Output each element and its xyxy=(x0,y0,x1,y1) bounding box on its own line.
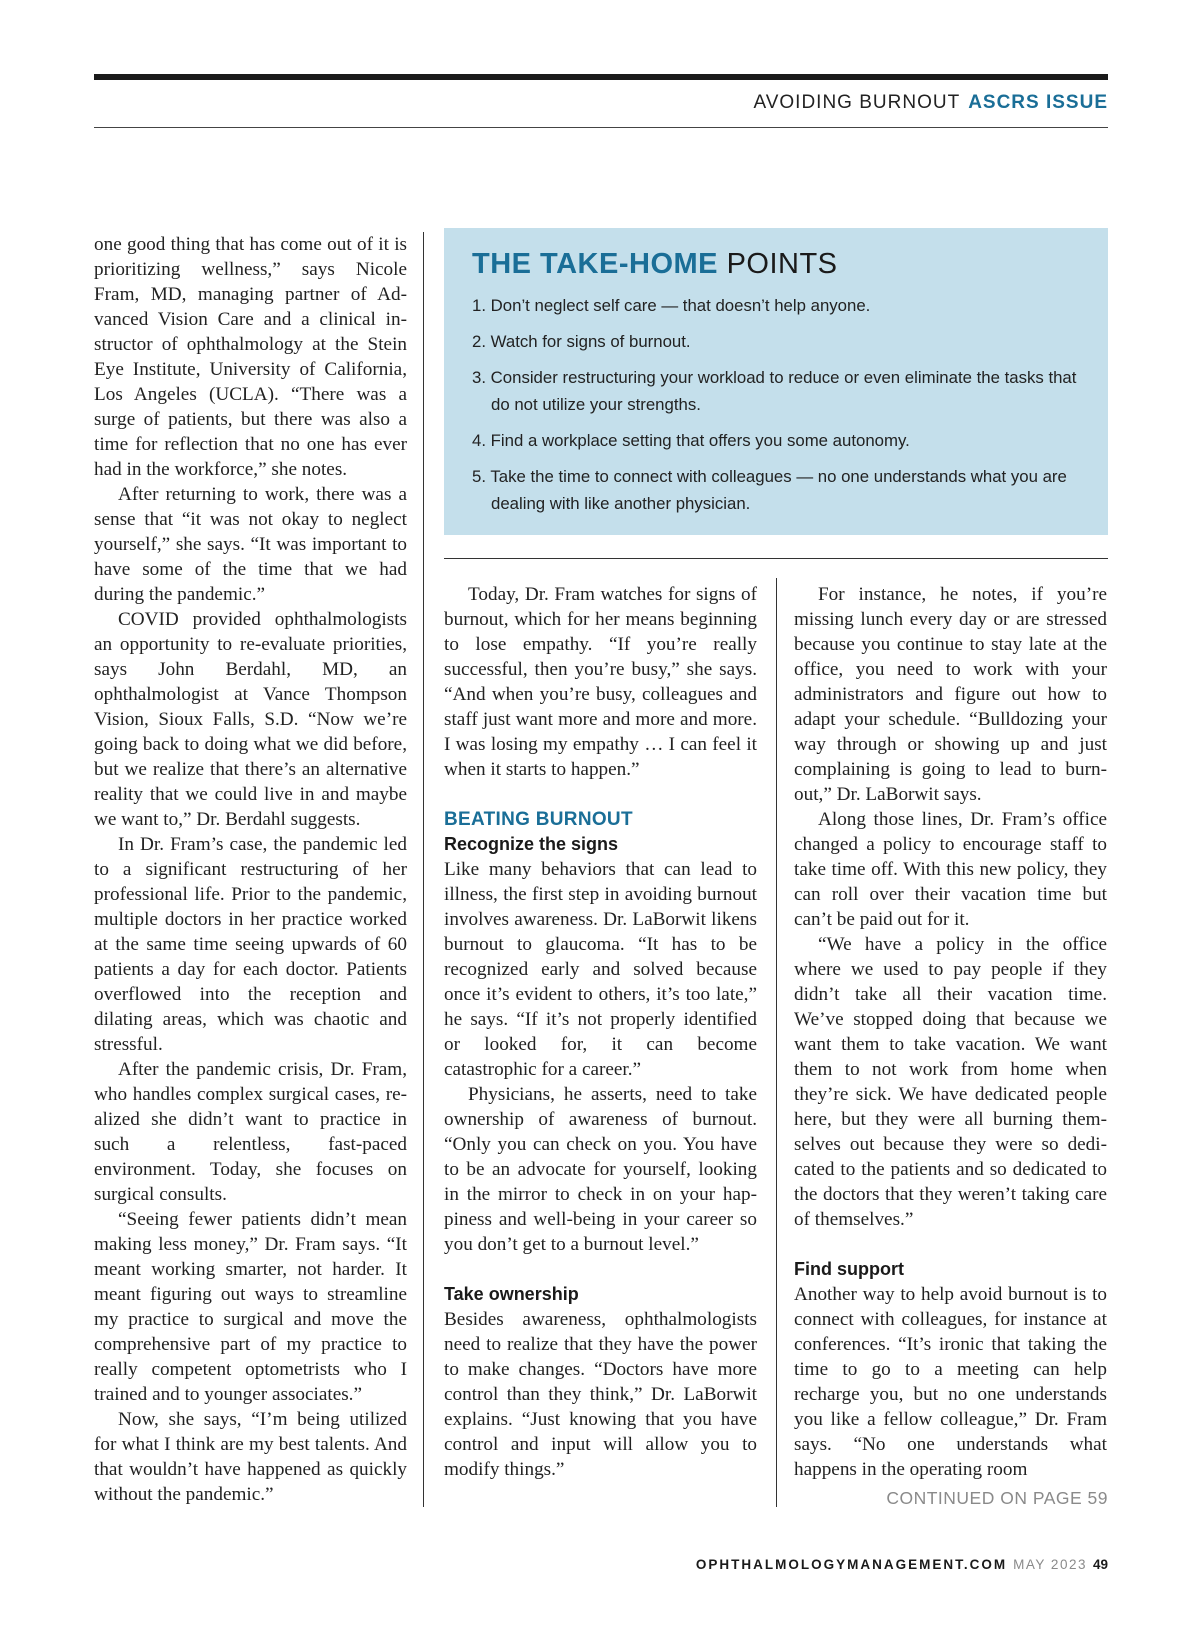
takehome-point: 5. Take the time to connect with colleagues — no one understands what you are dealing with like another physician. xyxy=(472,467,1067,513)
column-divider xyxy=(776,578,777,1507)
paragraph: “Seeing fewer patients didn’t mean making less money,” Dr. Fram says. “It meant working smarter, not harder. It meant figuring out ways to streamline my practice to surgical and move the comprehensive part of my practice to really competent optometrists who I trained and to younger associates.” xyxy=(94,1209,407,1405)
takehome-box xyxy=(444,228,1108,535)
section-title: AVOIDING BURNOUT xyxy=(753,92,961,113)
continued-note: CONTINUED ON PAGE 59 xyxy=(886,1488,1108,1508)
takehome-point: 1. Don’t neglect self care — that doesn’t help anyone. xyxy=(472,296,871,315)
takehome-point: 3. Consider restructuring your workload to reduce or even eliminate the tasks that do not utilize your strengths. xyxy=(472,368,1077,414)
issue-date: MAY 2023 xyxy=(1013,1557,1087,1572)
page-footer xyxy=(696,1557,1108,1572)
paragraph: In Dr. Fram’s case, the pandemic led to a significant restructuring of her professional life. Prior to the pandemic, multiple doctors in her practice worked at the same time seeing upwards of 60 patients a day for each doctor. Patients overflowed into the reception and dilating areas, which was chaotic and stressful. xyxy=(94,834,407,1055)
box-rule xyxy=(444,558,1108,559)
paragraph: “We have a policy in the office where we used to pay people if they didn’t take all their vacation time. We’ve stopped doing that because we want them to take vacation. We want them to not work from home when they’re sick. We have dedicated people here, but they were all burning themselves out because they were so dedicated to the patients and so dedicated to the doctors that they weren’t taking care of themselves.” xyxy=(794,934,1107,1230)
paragraph: Another way to help avoid burnout is to connect with colleagues, for instance at conferences. “It’s ironic that taking the time to go to a meeting can help recharge you, but no one understands you like a fellow colleague,” Dr. Fram says. “No one understands what happens in the operating room xyxy=(794,1284,1107,1480)
top-rule xyxy=(94,74,1108,80)
header-rule xyxy=(94,127,1108,128)
page-number: 49 xyxy=(1092,1557,1108,1572)
paragraph: Along those lines, Dr. Fram’s office changed a policy to encourage staff to take time off. With this new policy, they can roll over their vacation time but can’t be paid out for it. xyxy=(794,809,1107,930)
paragraph: For instance, he notes, if you’re missing lunch every day or are stressed because you continue to stay late at the office, you need to work with your administrators and figure out how to adapt your schedule. “Bulldozing your way through or showing up and just complaining is going to lead to burnout,” Dr. LaBorwit says. xyxy=(794,584,1107,805)
subheading: Recognize the signs xyxy=(444,834,619,854)
takehome-point: 2. Watch for signs of burnout. xyxy=(472,332,691,351)
subheading: Take ownership xyxy=(444,1284,579,1304)
paragraph: one good thing that has come out of it is prioritizing wellness,” says Nicole Fram, MD, managing partner of Advanced Vision Care and a clinical instructor of ophthalmology at the Stein Eye Institute, University of California, Los Angeles (UCLA). “There was a surge of patients, but there was also a time for reflection that no one has ever had in the workforce,” she notes. xyxy=(94,234,407,480)
issue-label: ASCRS ISSUE xyxy=(968,92,1108,113)
takehome-list xyxy=(472,292,1082,526)
section-heading: BEATING BURNOUT xyxy=(444,809,633,830)
paragraph: Besides awareness, ophthalmologists need to realize that they have the power to make changes. “Doctors have more control than they think,” Dr. LaBorwit explains. “Just knowing that you have control and input will allow you to modify things.” xyxy=(444,1309,757,1480)
paragraph: Physicians, he asserts, need to take ownership of awareness of burnout. “Only you can check on you. You have to be an advocate for yourself, looking in the mirror to check in on your happiness and well-being in your career so you don’t get to a burnout level.” xyxy=(444,1084,757,1255)
paragraph: After the pandemic crisis, Dr. Fram, who handles complex surgical cases, realized she didn’t want to practice in such a relentless, fast-paced environment. Today, she focuses on surgical consults. xyxy=(94,1059,407,1205)
paragraph: After returning to work, there was a sense that “it was not okay to neglect yourself,” she says. “It was important to have some of the time that we had during the pandemic.” xyxy=(94,484,407,605)
paragraph: Like many behaviors that can lead to illness, the first step in avoiding burnout involves awareness. Dr. LaBorwit likens burnout to glaucoma. “It has to be recognized early and solved because once it’s evident to others, it’s too late,” he says. “If it’s not properly identified or looked for, it can become catastrophic for a career.” xyxy=(444,859,757,1080)
takehome-point: 4. Find a workplace setting that offers you some autonomy. xyxy=(472,431,910,450)
column-1 xyxy=(94,232,407,1507)
takehome-title: THE TAKE-HOME POINTS xyxy=(472,248,838,280)
section-header xyxy=(753,92,1108,114)
website-label: OPHTHALMOLOGYMANAGEMENT.COM xyxy=(695,1557,1008,1572)
paragraph: Now, she says, “I’m being utilized for what I think are my best talents. And that wouldn’t have happened as quickly without the pandemic.” xyxy=(94,1409,407,1505)
paragraph: COVID provided ophthalmologists an opportunity to re-evaluate priorities, says John Berdahl, MD, an ophthalmologist at Vance Thompson Vision, Sioux Falls, S.D. “Now we’re going back to doing what we did before, but we realize that there’s an alternative reality that we could live in and maybe we want to,” Dr. Berdahl suggests. xyxy=(94,609,407,830)
paragraph: Today, Dr. Fram watches for signs of burnout, which for her means beginning to lose empathy. “If you’re really successful, then you’re busy,” she says. “And when you’re busy, colleagues and staff just want more and more and more. I was losing my empathy … I can feel it when it starts to happen.” xyxy=(444,584,757,780)
subheading: Find support xyxy=(794,1259,904,1279)
column-3 xyxy=(794,582,1107,1482)
column-divider xyxy=(423,232,424,1507)
column-2 xyxy=(444,582,757,1482)
